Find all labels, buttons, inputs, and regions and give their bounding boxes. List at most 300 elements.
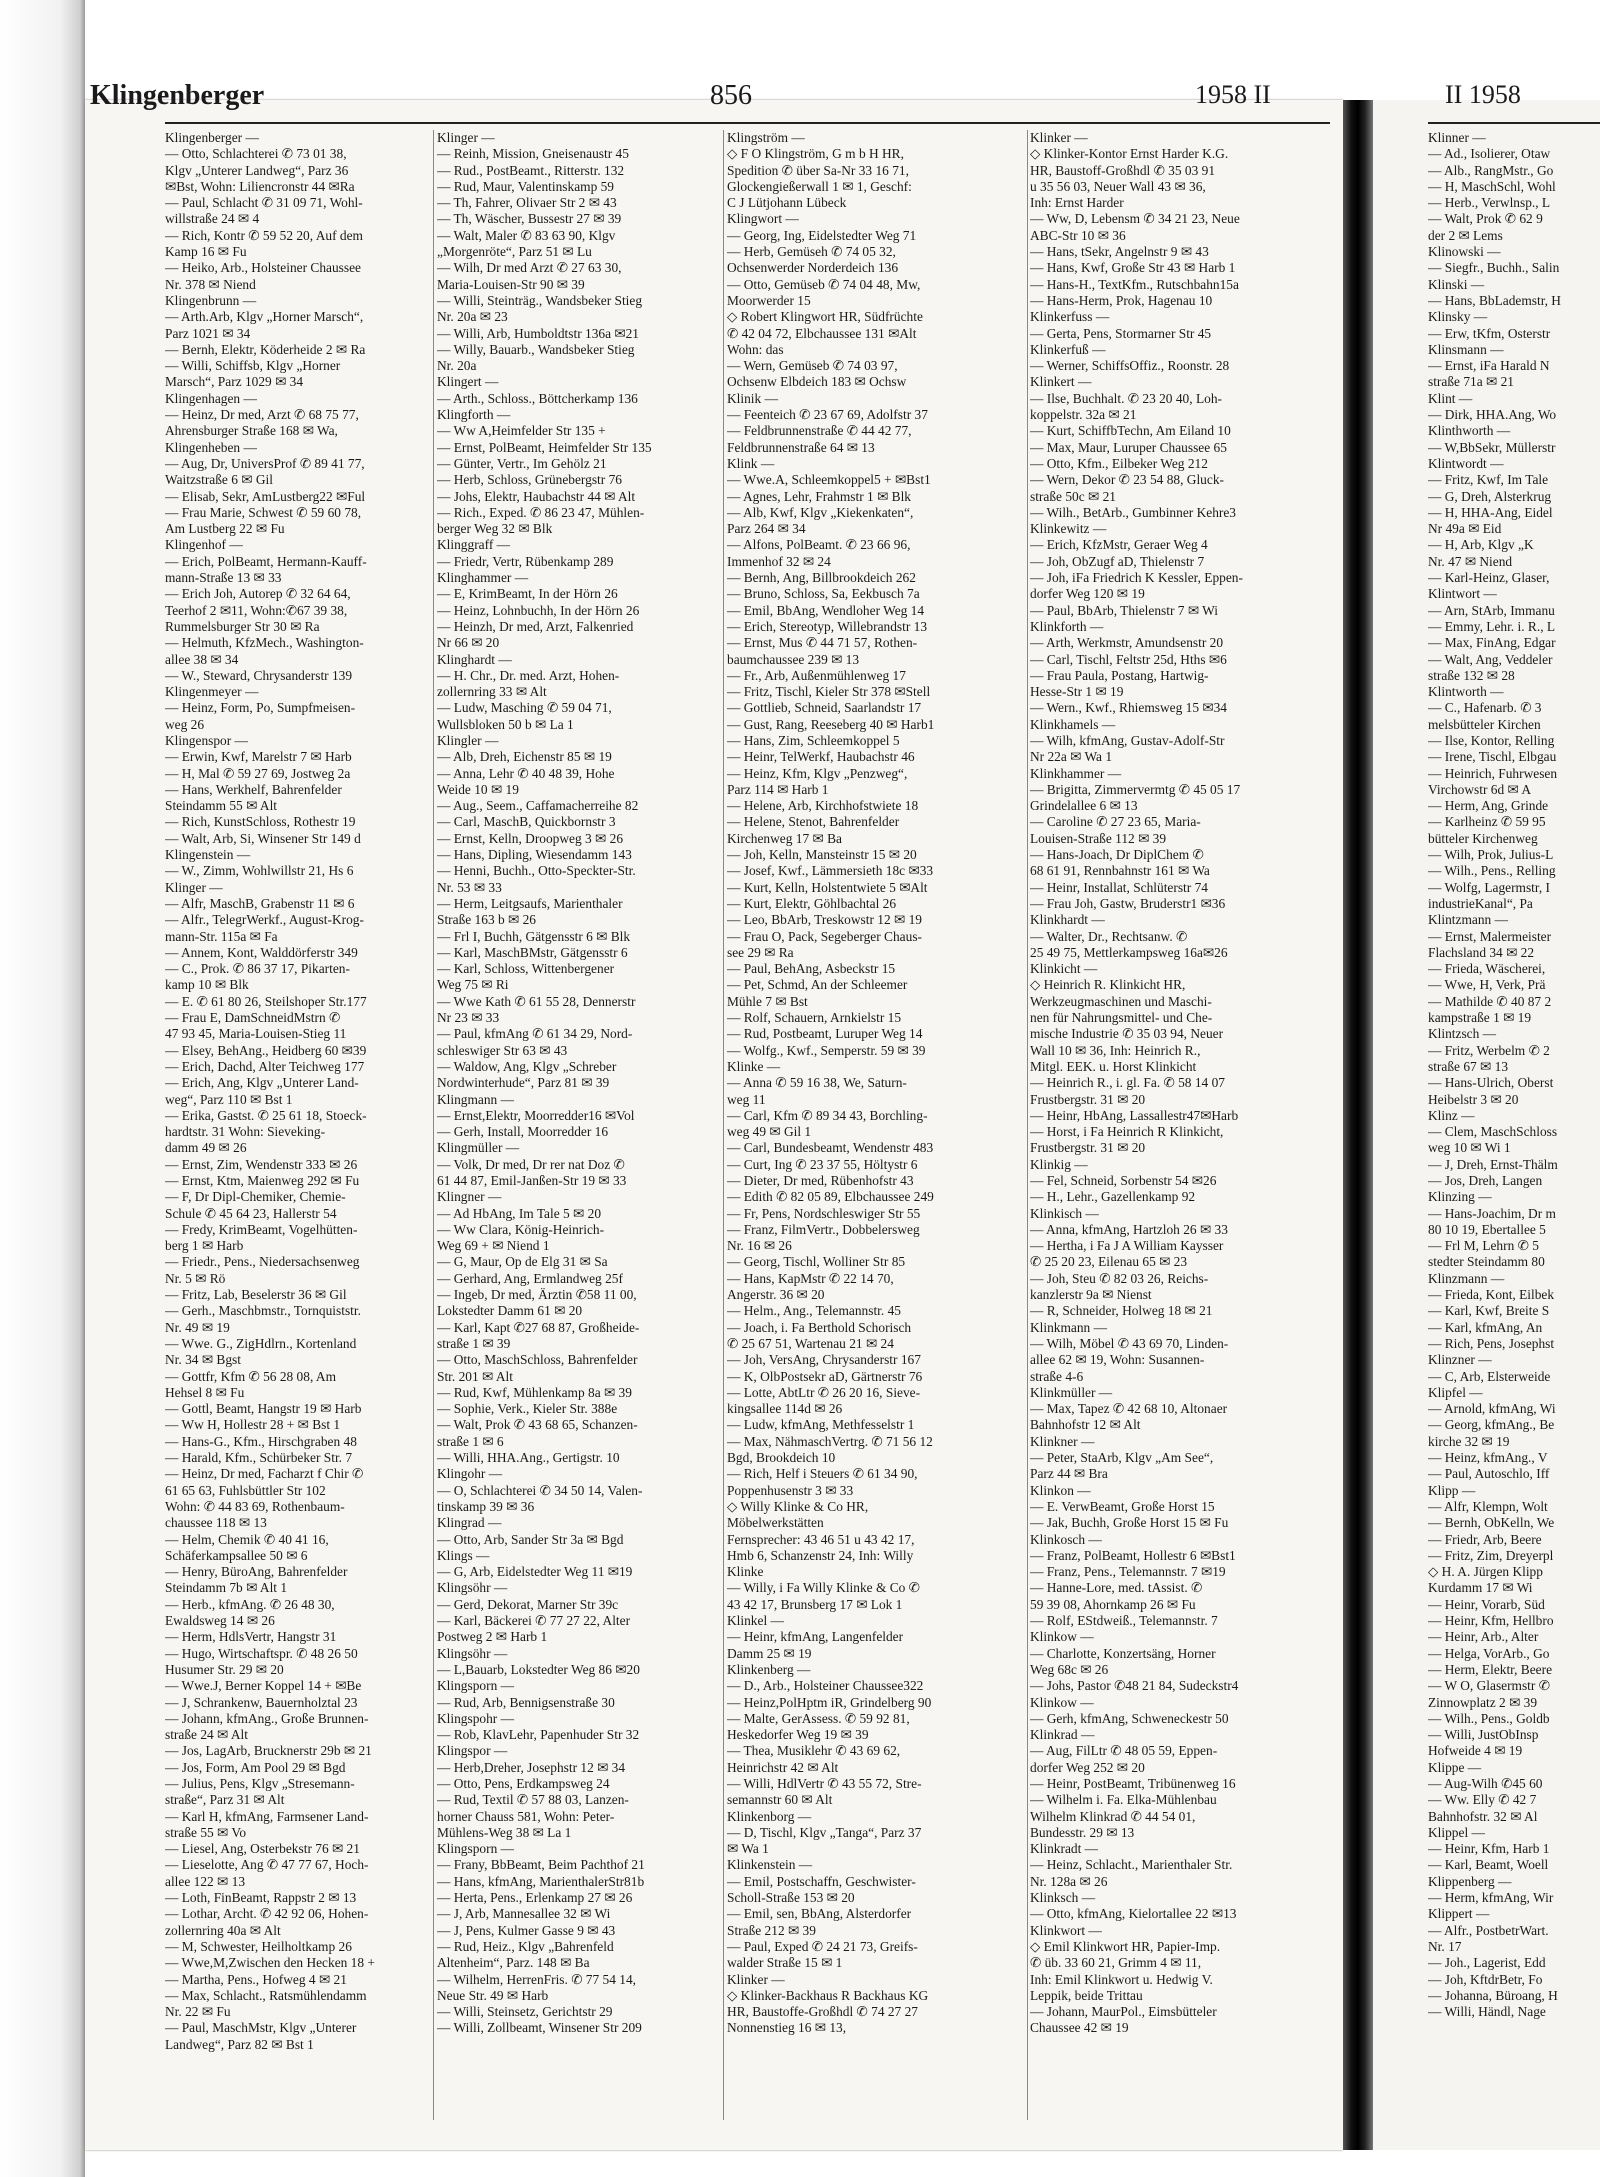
directory-entry-line: — Wwe Kath ✆ 61 55 28, Dennerstr: [437, 993, 636, 1009]
directory-entry-line: — Heinr, Kfm, Harb 1: [1428, 1841, 1550, 1857]
directory-entry-line: — Heiko, Arb., Holsteiner Chaussee: [165, 260, 361, 276]
directory-entry-line: — Henni, Buchh., Otto-Speckter-Str.: [437, 863, 636, 879]
directory-entry-line: Klinkhammer —: [1030, 765, 1122, 781]
directory-entry-line: — Heinz, Form, Po, Sumpfmeisen-: [165, 700, 356, 716]
directory-entry-line: Kirchenweg 17 ✉ Ba: [727, 830, 842, 846]
directory-entry-line: — Herb, Schloss, Grünebergstr 76: [437, 472, 622, 488]
directory-entry-line: — Paul, BbArb, Thielenstr 7 ✉ Wi: [1030, 602, 1218, 618]
directory-entry-line: — Paul, BehAng, Asbeckstr 15: [727, 961, 896, 977]
directory-entry-line: — Frau E, DamSchneidMstrn ✆: [165, 1010, 341, 1026]
directory-entry-line: — Johs, Pastor ✆48 21 84, Sudeckstr4: [1030, 1678, 1239, 1694]
directory-entry-line: Klinger —: [165, 879, 223, 895]
directory-entry-line: industrieKanal“, Pa: [1428, 895, 1533, 911]
directory-entry-line: — Karl, kfmAng, An: [1428, 1319, 1543, 1335]
directory-entry-line: Leppik, beide Trittau: [1030, 1987, 1143, 2003]
directory-entry-line: ✆ 42 04 72, Elbchaussee 131 ✉Alt: [727, 325, 917, 341]
directory-entry-line: Lokstedter Damm 61 ✉ 20: [437, 1303, 583, 1319]
directory-entry-line: — Alfr, MaschB, Grabenstr 11 ✉ 6: [165, 895, 355, 911]
directory-entry-line: Straße 212 ✉ 39: [727, 1922, 816, 1938]
directory-entry-line: — Ilse, Kontor, Relling: [1428, 732, 1555, 748]
directory-entry-line: — Hans, Dipling, Wiesendamm 143: [437, 847, 632, 863]
directory-entry-line: — Harald, Kfm., Schürbeker Str. 7: [165, 1450, 353, 1466]
directory-entry-line: — Herm, Ang, Grinde: [1428, 798, 1549, 814]
directory-entry-line: Klingström —: [727, 130, 805, 145]
directory-entry-line: Klinkel —: [727, 1613, 784, 1629]
directory-entry-line: — Carl, Kfm ✆ 89 34 43, Borchling-: [727, 1107, 928, 1123]
directory-entry-line: — Horst, i Fa Heinrich R Klinkicht,: [1030, 1124, 1224, 1140]
directory-entry-line: ABC-Str 10 ✉ 36: [1030, 227, 1126, 243]
directory-entry-line: — Günter, Vertr., Im Gehölz 21: [437, 455, 607, 471]
directory-entry-line: Nr 23 ✉ 33: [437, 1010, 500, 1026]
directory-entry-line: Weg 68c ✉ 26: [1030, 1661, 1109, 1677]
directory-entry-line: — Wilh, kfmAng, Gustav-Adolf-Str: [1030, 732, 1225, 748]
directory-entry-line: Klingenheben —: [165, 439, 257, 455]
page-number: 856: [710, 80, 752, 111]
directory-entry-line: — Heinr, Arb., Alter: [1428, 1629, 1539, 1645]
directory-entry-line: Schule ✆ 45 64 23, Hallerstr 54: [165, 1205, 337, 1221]
directory-entry-line: — Paul, kfmAng ✆ 61 34 29, Nord-: [437, 1026, 633, 1042]
directory-entry-line: allee 38 ✉ 34: [165, 651, 239, 667]
directory-entry-line: — Karlheinz ✆ 59 95: [1428, 814, 1546, 830]
directory-entry-line: — H, Mal ✆ 59 27 69, Jostweg 2a: [165, 765, 351, 781]
directory-entry-line: 61 44 87, Emil-Janßen-Str 19 ✉ 33: [437, 1173, 627, 1188]
directory-entry-line: — Frau Joh, Gastw, Bruderstr1 ✉36: [1030, 895, 1226, 911]
directory-entry-line: — Wilh., Pens., Goldb: [1428, 1710, 1550, 1726]
directory-entry-line: Ochsenwerder Norderdeich 136: [727, 260, 899, 276]
directory-entry-line: — Alfr., TelegrWerkf., August-Krog-: [165, 912, 364, 928]
directory-entry-line: Klingsöhr —: [437, 1580, 508, 1596]
directory-entry-line: — Wern, Gemüseb ✆ 74 03 97,: [727, 358, 898, 374]
directory-entry-line: Marsch“, Parz 1029 ✉ 34: [165, 374, 304, 390]
directory-entry-line: Klinkhardt —: [1030, 912, 1105, 928]
directory-entry-line: Klingert —: [437, 374, 499, 390]
directory-entry-line: — Ernst, PolBeamt, Heimfelder Str 135: [437, 439, 652, 455]
directory-entry-line: Flachsland 34 ✉ 22: [1428, 944, 1535, 960]
directory-entry-line: kirche 32 ✉ 19: [1428, 1433, 1510, 1449]
directory-entry-line: — Otto, Pens, Erdkampsweg 24: [437, 1775, 610, 1791]
directory-entry-line: — Hans, Kwf, Große Str 43 ✉ Harb 1: [1030, 260, 1236, 276]
directory-entry-line: — Fritz, Tischl, Kieler Str 378 ✉Stell: [727, 684, 931, 700]
directory-entry-line: Klinghammer —: [437, 570, 529, 586]
directory-entry-line: Klingenbrunn —: [165, 292, 257, 308]
directory-entry-line: Klinkosch —: [1030, 1531, 1102, 1547]
directory-entry-line: Nonnenstieg 16 ✉ 13,: [727, 2020, 847, 2036]
directory-entry-line: — Paul, Exped ✆ 24 21 73, Greifs-: [727, 1938, 918, 1954]
directory-entry-line: Frustbergstr. 31 ✉ 20: [1030, 1091, 1146, 1107]
directory-entry-line: Fernsprecher: 43 46 51 u 43 42 17,: [727, 1531, 915, 1547]
directory-entry-line: Nr. 49 ✉ 19: [165, 1319, 230, 1335]
directory-entry-line: — Heinr, TelWerkf, Haubachstr 46: [727, 749, 915, 765]
directory-entry-line: — Wern., Kwf., Rhiemsweg 15 ✉34: [1030, 700, 1227, 716]
directory-entry-line: — Herb., Verwlnsp., L: [1428, 195, 1551, 211]
directory-entry-line: — Karl, Kapt ✆27 68 87, Großheide-: [437, 1319, 640, 1335]
directory-entry-line: — Bernh, ObKelln, We: [1428, 1515, 1555, 1531]
directory-entry-line: Klingsöhr —: [437, 1645, 508, 1661]
directory-entry-line: — L,Bauarb, Lokstedter Weg 86 ✉20: [437, 1661, 640, 1677]
directory-entry-line: — Otto, Arb, Sander Str 3a ✉ Bgd: [437, 1531, 624, 1547]
directory-entry-line: — Erich, Stereotyp, Willebrandstr 13: [727, 618, 928, 634]
directory-entry-line: — Bernh, Ang, Billbrookdeich 262: [727, 570, 916, 586]
directory-entry-line: — Arnold, kfmAng, Wi: [1428, 1401, 1556, 1417]
directory-entry-line: 47 93 45, Maria-Louisen-Stieg 11: [165, 1026, 347, 1042]
directory-entry-line: — Volk, Dr med, Dr rer nat Doz ✆: [437, 1156, 625, 1172]
directory-entry-line: — Helm., Ang., Telemannstr. 45: [727, 1303, 901, 1319]
directory-entry-line: u 35 56 03, Neuer Wall 43 ✉ 36,: [1030, 178, 1206, 194]
directory-entry-line: — Fritz, Werbelm ✆ 2: [1428, 1042, 1550, 1058]
directory-entry-line: — Martha, Pens., Hofweg 4 ✉ 21: [165, 1971, 347, 1987]
page-title: Klingenberger: [90, 80, 265, 111]
directory-entry-line: Klinkig —: [1030, 1156, 1088, 1172]
directory-entry-line: — Rud, Kwf, Mühlenkamp 8a ✉ 39: [437, 1384, 632, 1400]
directory-entry-line: Inh: Ernst Harder: [1030, 195, 1124, 211]
directory-entry-line: — Ww Clara, König-Heinrich-: [437, 1221, 605, 1237]
directory-entry-line: Weg 69 + ✉ Niend 1: [437, 1238, 550, 1254]
directory-entry-line: — Willi, HdlVertr ✆ 43 55 72, Stre-: [727, 1775, 922, 1791]
directory-entry-line: Steindamm 7b ✉ Alt 1: [165, 1580, 288, 1596]
directory-entry-line: Nr. 378 ✉ Niend: [165, 276, 256, 292]
directory-entry-line: Klinkenberg —: [727, 1661, 811, 1677]
directory-entry-line: Klintwort —: [1428, 586, 1497, 602]
directory-entry-line: ◇ Klinker-Backhaus R Backhaus KG: [727, 1987, 929, 2003]
directory-entry-line: ◇ Willy Klinke & Co HR,: [727, 1498, 869, 1514]
directory-entry-line: — Rolf, Schauern, Arnkielstr 15: [727, 1010, 902, 1026]
directory-entry-line: — Henry, BüroAng, Bahrenfelder: [165, 1564, 348, 1580]
directory-entry-line: — G, Arb, Eidelstedter Weg 11 ✉19: [437, 1564, 633, 1580]
directory-entry-line: — Heinr, Vorarb, Süd: [1428, 1596, 1545, 1612]
directory-entry-line: — Willi, Steinsetz, Gerichtstr 29: [437, 2004, 613, 2020]
directory-entry-line: — Gottlieb, Schneid, Saarlandstr 17: [727, 700, 922, 716]
directory-entry-line: — Willi, Arb, Humboldtstr 136a ✉21: [437, 325, 639, 341]
directory-entry-line: — Wilh, Möbel ✆ 43 69 70, Linden-: [1030, 1335, 1229, 1351]
directory-entry-line: Rummelsburger Str 30 ✉ Ra: [165, 618, 320, 634]
directory-entry-line: — Dieter, Dr med, Rübenhofstr 43: [727, 1173, 914, 1188]
directory-entry-line: — Ad., Isolierer, Otaw: [1428, 146, 1551, 162]
directory-entry-line: — Johann, MaurPol., Eimsbütteler: [1030, 2004, 1217, 2020]
directory-entry-line: — Willi, Händl, Nage: [1428, 2004, 1546, 2020]
directory-entry-line: Parz 114 ✉ Harb 1: [727, 781, 829, 797]
directory-entry-line: Klippel —: [1428, 1824, 1485, 1840]
directory-entry-line: — Rud, Heiz., Klgv „Bahrenfeld: [437, 1938, 614, 1954]
directory-entry-line: — E, KrimBeamt, In der Hörn 26: [437, 586, 618, 602]
directory-entry-line: Bahnhofstr. 32 ✉ Al: [1428, 1808, 1538, 1824]
directory-entry-line: Klingsporn —: [437, 1678, 514, 1694]
directory-entry-line: — Max, NähmaschVertrg. ✆ 71 56 12: [727, 1433, 933, 1449]
directory-entry-line: — Hans-Joach, Dr DiplChem ✆: [1030, 847, 1204, 863]
directory-entry-line: — Wilhelm, HerrenFris. ✆ 77 54 14,: [437, 1971, 636, 1987]
directory-entry-line: — Wilh, Prok, Julius-L: [1428, 847, 1554, 863]
directory-entry-line: Neue Str. 49 ✉ Harb: [437, 1987, 549, 2003]
directory-entry-line: — Heinrich R., i. gl. Fa. ✆ 58 14 07: [1030, 1075, 1225, 1091]
directory-entry-line: — Franz, FilmVertr., Dobbelersweg: [727, 1221, 920, 1237]
directory-entry-line: — Heinr, Kfm, Hellbro: [1428, 1613, 1554, 1629]
directory-entry-line: — Heinz, Dr med, Facharzt f Chir ✆: [165, 1466, 364, 1482]
directory-entry-line: straße“, Parz 31 ✉ Alt: [165, 1792, 285, 1808]
directory-entry-line: HR, Baustoff-Großhdl ✆ 35 03 91: [1030, 162, 1216, 178]
directory-entry-line: — Th, Wäscher, Bussestr 27 ✉ 39: [437, 211, 622, 227]
directory-entry-line: ◇ Heinrich R. Klinkicht HR,: [1030, 977, 1186, 993]
directory-entry-line: — Kurt, Kelln, Holstentwiete 5 ✉Alt: [727, 879, 928, 895]
directory-entry-line: C J Lütjohann Lübeck: [727, 195, 847, 211]
directory-entry-line: Poppenhusenstr 3 ✉ 33: [727, 1482, 854, 1498]
directory-entry-line: Klgv „Unterer Landweg“, Parz 36: [165, 162, 349, 178]
directory-entry-line: — Hans-G., Kfm., Hirschgraben 48: [165, 1433, 357, 1449]
directory-entry-line: damm 49 ✉ 26: [165, 1140, 247, 1156]
directory-entry-line: — Herm, Elektr, Beere: [1428, 1661, 1553, 1677]
directory-entry-line: Klingmüller —: [437, 1140, 520, 1156]
directory-entry-line: ◇ F O Klingström, G m b H HR,: [727, 146, 904, 162]
directory-entry-line: — Joh, KftdrBetr, Fo: [1428, 1971, 1543, 1987]
directory-entry-line: Klingenspor —: [165, 732, 248, 748]
directory-entry-line: — Werner, SchiffsOffiz., Roonstr. 28: [1030, 358, 1230, 374]
directory-entry-line: — Heinz, Schlacht., Marienthaler Str.: [1030, 1857, 1233, 1873]
directory-entry-line: Altenheim“, Parz. 148 ✉ Ba: [437, 1955, 590, 1971]
directory-entry-line: Klinzmann —: [1428, 1270, 1505, 1286]
directory-entry-line: straße 71a ✉ 21: [1428, 374, 1514, 390]
directory-entry-line: Virchowstr 6d ✉ A: [1428, 781, 1532, 797]
directory-entry-line: — Max, Maur, Luruper Chaussee 65: [1030, 439, 1227, 455]
directory-entry-line: mische Industrie ✆ 35 03 94, Neuer: [1030, 1026, 1224, 1042]
directory-entry-line: Nr. 22 ✉ Fu: [165, 2004, 231, 2020]
directory-entry-line: Klintwordt —: [1428, 455, 1504, 471]
directory-entry-line: Klinger —: [437, 130, 495, 145]
directory-entry-line: — Willi, Steinträg., Wandsbeker Stieg: [437, 292, 643, 308]
directory-entry-line: — Rud., PostBeamt., Ritterstr. 132: [437, 162, 625, 178]
directory-entry-line: — Otto, MaschSchloss, Bahrenfelder: [437, 1352, 638, 1368]
directory-entry-line: — Rud, Maur, Valentinskamp 59: [437, 178, 614, 194]
directory-entry-line: Waitzstraße 6 ✉ Gil: [165, 472, 273, 488]
directory-column-4: [1030, 130, 1330, 2120]
directory-entry-line: — Herb., kfmAng. ✆ 26 48 30,: [165, 1596, 335, 1612]
directory-entry-line: — Franz, Pens., Telemannstr. 7 ✉19: [1030, 1564, 1226, 1580]
directory-entry-line: — Georg, Tischl, Wolliner Str 85: [727, 1254, 906, 1270]
directory-entry-line: — J, Arb, Mannesallee 32 ✉ Wi: [437, 1906, 611, 1922]
directory-entry-line: berg 1 ✉ Harb: [165, 1238, 244, 1254]
directory-entry-line: — Joh, iFa Friedrich K Kessler, Eppen-: [1030, 570, 1243, 586]
directory-entry-line: — Walt, Maler ✆ 83 63 90, Klgv: [437, 227, 616, 243]
directory-entry-line: — Ernst, Ktm, Maienweg 292 ✉ Fu: [165, 1173, 360, 1188]
directory-entry-line: — Frany, BbBeamt, Beim Pachthof 21: [437, 1857, 645, 1873]
directory-entry-line: — Gerhard, Ang, Ermlandweg 25f: [437, 1270, 623, 1286]
directory-entry-line: — Heinr, PostBeamt, Tribünenweg 16: [1030, 1775, 1236, 1791]
directory-entry-line: — Malte, GerAssess. ✆ 59 92 81,: [727, 1710, 910, 1726]
directory-entry-line: chaussee 118 ✉ 13: [165, 1515, 267, 1531]
directory-entry-line: — Max, Tapez ✆ 42 68 10, Altonaer: [1030, 1401, 1228, 1417]
directory-entry-line: Zinnowplatz 2 ✉ 39: [1428, 1694, 1538, 1710]
directory-entry-line: — Hans, kfmAng, MarienthalerStr81b: [437, 1873, 645, 1889]
directory-entry-line: see 29 ✉ Ra: [727, 944, 794, 960]
directory-entry-line: Klintzmann —: [1428, 912, 1508, 928]
directory-entry-line: Klinghardt —: [437, 651, 512, 667]
directory-entry-line: 25 49 75, Mettlerkampsweg 16a✉26: [1030, 944, 1228, 960]
directory-entry-line: horner Chauss 581, Wohn: Peter-: [437, 1808, 615, 1824]
directory-entry-line: — Willy, i Fa Willy Klinke & Co ✆: [727, 1580, 920, 1596]
directory-entry-line: straße 55 ✉ Vo: [165, 1824, 247, 1840]
directory-entry-line: Klingenhagen —: [165, 390, 257, 406]
directory-entry-line: tinskamp 39 ✉ 36: [437, 1498, 535, 1514]
directory-entry-line: Klinkner —: [1030, 1433, 1095, 1449]
directory-entry-line: — Alfr, Klempn, Wolt: [1428, 1498, 1548, 1514]
directory-entry-line: — Rich, Helf i Steuers ✆ 61 34 90,: [727, 1466, 918, 1482]
directory-entry-line: — Walt, Prok ✆ 62 9: [1428, 211, 1543, 227]
directory-entry-line: Klingwort —: [727, 211, 799, 227]
directory-entry-line: Immenhof 32 ✉ 24: [727, 553, 831, 569]
directory-entry-line: Nr. 53 ✉ 33: [437, 879, 502, 895]
directory-entry-line: Klinksch —: [1030, 1890, 1096, 1906]
directory-entry-line: — Erich, PolBeamt, Hermann-Kauff-: [165, 553, 367, 569]
directory-entry-line: ✆ 25 67 51, Wartenau 21 ✉ 24: [727, 1335, 894, 1351]
directory-entry-line: — Fr., Arb, Außenmühlenweg 17: [727, 667, 906, 683]
directory-entry-line: Str. 201 ✉ Alt: [437, 1368, 513, 1384]
directory-entry-line: — Wilh., BetArb., Gumbinner Kehre3: [1030, 504, 1236, 520]
directory-entry-line: — Mathilde ✆ 40 87 2: [1428, 993, 1552, 1009]
header-rule-right: [1428, 122, 1600, 124]
directory-entry-line: Klipfel —: [1428, 1384, 1483, 1400]
directory-entry-line: — Heinr, Installat, Schlüterstr 74: [1030, 879, 1208, 895]
directory-entry-line: ✉Bst, Wohn: Liliencronstr 44 ✉Ra: [165, 178, 355, 194]
directory-entry-line: — Emil, sen, BbAng, Alsterdorfer: [727, 1906, 912, 1922]
directory-entry-line: Bgd, Brookdeich 10: [727, 1450, 836, 1466]
directory-entry-line: — W O, Glasermstr ✆: [1428, 1678, 1550, 1694]
directory-entry-line: — Sophie, Verk., Kieler Str. 388e: [437, 1401, 618, 1417]
directory-entry-line: — Annem, Kont, Walddörferstr 349: [165, 944, 358, 960]
directory-entry-line: — Hanne-Lore, med. tAssist. ✆: [1030, 1580, 1203, 1596]
directory-entry-line: Wohn: ✆ 44 83 69, Rothenbaum-: [165, 1498, 345, 1514]
directory-entry-line: nen für Nahrungsmittel- und Che-: [1030, 1010, 1213, 1026]
directory-entry-line: — Ernst, Kelln, Droopweg 3 ✉ 26: [437, 830, 624, 846]
directory-entry-line: — Irene, Tischl, Elbgau: [1428, 749, 1557, 765]
directory-entry-line: — Joh, Steu ✆ 82 03 26, Reichs-: [1030, 1270, 1209, 1286]
directory-entry-line: Am Lustberg 22 ✉ Fu: [165, 521, 285, 537]
directory-entry-line: — J, Schrankenw, Bauernholztal 23: [165, 1694, 358, 1710]
directory-entry-line: — Gust, Rang, Reeseberg 40 ✉ Harb1: [727, 716, 935, 732]
directory-entry-line: — Jak, Buchh, Große Horst 15 ✉ Fu: [1030, 1515, 1229, 1531]
directory-entry-line: zollernring 33 ✉ Alt: [437, 684, 547, 700]
right-page-volume: II 1958: [1445, 80, 1521, 109]
directory-entry-line: melsbütteler Kirchen: [1428, 716, 1541, 732]
directory-entry-line: Klingrad —: [437, 1515, 502, 1531]
directory-entry-line: Inh: Emil Klinkwort u. Hedwig V.: [1030, 1971, 1213, 1987]
directory-entry-line: — Paul, Schlacht ✆ 31 09 71, Wohl-: [165, 195, 363, 211]
directory-entry-line: — Joh., Lagerist, Edd: [1428, 1955, 1546, 1971]
directory-entry-line: HR, Baustoffe-Großhdl ✆ 74 27 27: [727, 2004, 918, 2020]
directory-entry-line: straße 67 ✉ 13: [1428, 1058, 1509, 1074]
directory-entry-line: Klinker —: [1030, 130, 1088, 145]
directory-entry-line: semannstr 60 ✉ Alt: [727, 1792, 833, 1808]
directory-entry-line: — Willi, HHA.Ang., Gertigstr. 10: [437, 1450, 620, 1466]
directory-entry-line: — Ernst, Malermeister: [1428, 928, 1552, 944]
directory-entry-line: — Erich, Dachd, Alter Teichweg 177: [165, 1058, 365, 1074]
directory-entry-line: — Wilh, Dr med Arzt ✆ 27 63 30,: [437, 260, 622, 276]
directory-entry-line: — Bruno, Schloss, Sa, Eekbusch 7a: [727, 586, 920, 602]
directory-entry-line: — Th, Fahrer, Olivaer Str 2 ✉ 43: [437, 195, 617, 211]
directory-entry-line: — C, Arb, Elsterweide: [1428, 1368, 1551, 1384]
directory-entry-line: Nr. 128a ✉ 26: [1030, 1873, 1108, 1889]
directory-entry-line: — Wwe.J, Berner Koppel 14 + ✉Be: [165, 1678, 362, 1694]
directory-entry-line: — Feldbrunnenstraße ✆ 44 42 77,: [727, 423, 912, 439]
directory-entry-line: straße 24 ✉ Alt: [165, 1727, 248, 1743]
directory-entry-line: Klint —: [1428, 390, 1473, 406]
directory-entry-line: — Frieda, Wäscherei,: [1428, 961, 1546, 977]
directory-column-2: [437, 130, 720, 2120]
directory-entry-line: — Herb, Gemüseh ✆ 74 05 32,: [727, 244, 896, 260]
directory-entry-line: Hehsel 8 ✉ Fu: [165, 1384, 245, 1400]
directory-entry-line: — Emmy, Lehr. i. R., L: [1428, 618, 1556, 634]
directory-entry-line: Wall 10 ✉ 36, Inh: Heinrich R.,: [1030, 1042, 1201, 1058]
directory-entry-line: — Heinz, Kfm, Klgv „Penzweg“,: [727, 765, 908, 781]
directory-entry-line: — Arth., Schloss., Böttcherkamp 136: [437, 390, 638, 406]
directory-entry-line: ◇ Robert Klingwort HR, Südfrüchte: [727, 309, 923, 325]
directory-entry-line: — Heinz, Dr med, Arzt ✆ 68 75 77,: [165, 407, 359, 423]
directory-entry-line: Chaussee 42 ✉ 19: [1030, 2020, 1129, 2036]
directory-entry-line: — Hans-Ulrich, Oberst: [1428, 1075, 1554, 1091]
directory-entry-line: — Fritz, Zim, Dreyerpl: [1428, 1547, 1554, 1563]
directory-entry-line: Nr. 16 ✉ 26: [727, 1238, 792, 1254]
directory-entry-line: — Kurt, Elektr, Göhlbachtal 26: [727, 895, 897, 911]
directory-entry-line: — Emil, BbAng, Wendloher Weg 14: [727, 602, 925, 618]
column-divider: [433, 130, 434, 2120]
directory-entry-line: — Liesel, Ang, Osterbekstr 76 ✉ 21: [165, 1841, 360, 1857]
directory-entry-line: Straße 163 b ✉ 26: [437, 912, 536, 928]
directory-entry-line: — W., Steward, Chrysanderstr 139: [165, 667, 353, 683]
directory-entry-line: — Friedr, Vertr, Rübenkamp 289: [437, 553, 614, 569]
directory-entry-line: — Rolf, EStdweiß., Telemannstr. 7: [1030, 1613, 1218, 1629]
directory-entry-line: — Helga, VorArb., Go: [1428, 1645, 1550, 1661]
directory-entry-line: Klingler —: [437, 732, 499, 748]
directory-entry-line: — Willi, Schiffsb, Klgv „Horner: [165, 358, 341, 374]
directory-entry-line: — Jos, LagArb, Brucknerstr 29b ✉ 21: [165, 1743, 372, 1759]
directory-entry-line: — Ludw, kfmAng, Methfesselstr 1: [727, 1417, 915, 1433]
directory-entry-line: — Arth, Werkmstr, Amundsenstr 20: [1030, 635, 1224, 651]
directory-entry-line: — Wilh., Pens., Relling: [1428, 863, 1556, 879]
directory-entry-line: — Alfons, PolBeamt. ✆ 23 66 96,: [727, 537, 911, 553]
directory-entry-line: kamp 10 ✉ Blk: [165, 977, 249, 993]
directory-entry-line: Angerstr. 36 ✉ 20: [727, 1287, 825, 1303]
directory-entry-line: Hofweide 4 ✉ 19: [1428, 1743, 1523, 1759]
directory-entry-line: — Hans, tSekr, Angelnstr 9 ✉ 43: [1030, 244, 1209, 260]
directory-entry-line: — Jos, Dreh, Langen: [1428, 1173, 1543, 1188]
directory-entry-line: 68 61 91, Rennbahnstr 161 ✉ Wa: [1030, 863, 1210, 879]
directory-entry-line: koppelstr. 32a ✉ 21: [1030, 407, 1137, 423]
directory-entry-line: — Rud, Textil ✆ 57 88 03, Lanzen-: [437, 1792, 629, 1808]
directory-entry-line: — Wwe,M,Zwischen den Hecken 18 +: [165, 1955, 375, 1971]
directory-entry-line: 61 65 63, Fuhlsbüttler Str 102: [165, 1482, 326, 1498]
directory-entry-line: — Gottl, Beamt, Hangstr 19 ✉ Harb: [165, 1401, 362, 1417]
directory-entry-line: — H, HHA-Ang, Eidel: [1428, 504, 1553, 520]
directory-entry-line: — Gottfr, Kfm ✆ 56 28 08, Am: [165, 1368, 336, 1384]
directory-entry-line: — Hertha, i Fa J A William Kaysser: [1030, 1238, 1224, 1254]
directory-entry-line: — Siegfr., Buchh., Salin: [1428, 260, 1560, 276]
directory-entry-line: Klinke —: [727, 1058, 781, 1074]
directory-entry-line: Klinzner —: [1428, 1352, 1492, 1368]
directory-entry-line: — C., Prok. ✆ 86 37 17, Pikarten-: [165, 961, 350, 977]
directory-entry-line: — Ludw, Masching ✆ 59 04 71,: [437, 700, 612, 716]
directory-entry-line: — Herm, Leitgsaufs, Marienthaler: [437, 895, 623, 911]
directory-entry-line: — Heinz, Lohnbuchh, In der Hörn 26: [437, 602, 640, 618]
directory-entry-line: — Agnes, Lehr, Frahmstr 1 ✉ Blk: [727, 488, 912, 504]
directory-entry-line: — Aug., Seem., Caffamacherreihe 82: [437, 798, 639, 814]
directory-entry-line: Kurdamm 17 ✉ Wi: [1428, 1580, 1533, 1596]
directory-entry-line: — Gerh., Maschbmstr., Tornquiststr.: [165, 1303, 361, 1319]
directory-entry-line: Ewaldsweg 14 ✉ 26: [165, 1613, 275, 1629]
directory-entry-line: Klings —: [437, 1547, 490, 1563]
directory-entry-line: Landweg“, Parz 82 ✉ Bst 1: [165, 2036, 314, 2052]
directory-entry-line: — J, Pens, Kulmer Gasse 9 ✉ 43: [437, 1922, 616, 1938]
directory-entry-line: — Karl, Beamt, Woell: [1428, 1857, 1549, 1873]
directory-entry-line: — Josef, Kwf., Lämmersieth 18c ✉33: [727, 863, 934, 879]
directory-entry-line: — Heinr, kfmAng, Langenfelder: [727, 1629, 904, 1645]
directory-entry-line: — Walt, Arb, Si, Winsener Str 149 d: [165, 830, 361, 846]
directory-entry-line: — Wwe. G., ZigHdlrn., Kortenland: [165, 1335, 357, 1351]
